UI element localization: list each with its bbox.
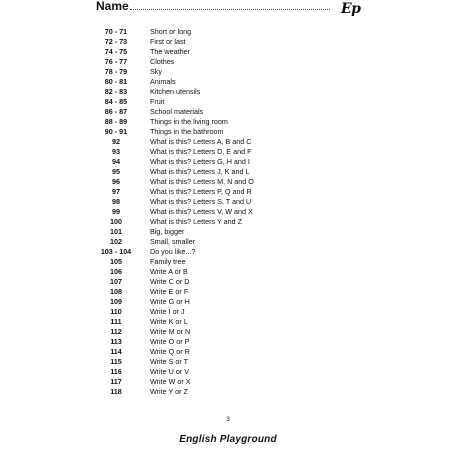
page-range: 109: [110, 297, 122, 306]
page-range: 101: [110, 227, 122, 236]
page-range: 82 - 83: [104, 87, 128, 96]
topic-title: Write U or V: [150, 367, 190, 376]
contents-row: [0, 367, 456, 377]
page-range: 88 - 89: [104, 117, 128, 126]
topic-title: What is this? Letters D, E and F: [150, 147, 252, 156]
contents-row: [0, 197, 456, 207]
topic-title: Clothes: [150, 57, 175, 66]
contents-row: [0, 307, 456, 317]
page-range: 94: [112, 157, 120, 166]
topic-title: Big, bigger: [150, 227, 185, 236]
topic-title: Write Y or Z: [150, 387, 188, 396]
contents-row: [0, 347, 456, 357]
topic-title: What is this? Letters G, H and I: [150, 157, 250, 166]
contents-row: [0, 257, 456, 267]
contents-row: [0, 287, 456, 297]
contents-row: [0, 177, 456, 187]
page-range: 92: [112, 137, 120, 146]
contents-row: [0, 327, 456, 337]
page-range: 100: [110, 217, 122, 226]
contents-row: [0, 217, 456, 227]
contents-row: [0, 237, 456, 247]
topic-title: Write E or F: [150, 287, 189, 296]
contents-row: [0, 247, 456, 257]
contents-row: [0, 117, 456, 127]
topic-title: School materials: [150, 107, 204, 116]
page-range: 110: [110, 307, 122, 316]
page-range: 103 - 104: [100, 247, 132, 256]
topic-title: Fruit: [150, 97, 165, 106]
contents-row: [0, 297, 456, 307]
name-line: [130, 9, 330, 10]
topic-title: Write W or X: [150, 377, 191, 386]
topic-title: Short or long: [150, 27, 192, 36]
contents-row: [0, 107, 456, 117]
footer-brand: English Playground: [179, 434, 277, 445]
topic-title: What is this? Letters V, W and X: [150, 207, 253, 216]
topic-title: The weather: [150, 47, 190, 56]
page-range: 72 - 73: [104, 37, 128, 46]
page-range: 102: [110, 237, 122, 246]
brand-logo: Ep: [341, 1, 361, 17]
page-range: 99: [112, 207, 120, 216]
contents-row: [0, 37, 456, 47]
page-range: 115: [110, 357, 122, 366]
page-range: 105: [110, 257, 122, 266]
page-range: 86 - 87: [104, 107, 128, 116]
contents-row: [0, 277, 456, 287]
topic-title: Small, smaller: [150, 237, 196, 246]
contents-row: [0, 337, 456, 347]
contents-row: [0, 357, 456, 367]
page-range: 97: [112, 187, 120, 196]
page-range: 116: [110, 367, 122, 376]
topic-title: What is this? Letters A, B and C: [150, 137, 252, 146]
contents-row: [0, 127, 456, 137]
topic-title: Sky: [150, 67, 162, 76]
topic-title: Write S or T: [150, 357, 189, 366]
contents-row: [0, 147, 456, 157]
contents-row: [0, 137, 456, 147]
topic-title: Write A or B: [150, 267, 188, 276]
contents-row: [0, 97, 456, 107]
topic-title: Write C or D: [150, 277, 190, 286]
contents-row: [0, 67, 456, 77]
page-range: 78 - 79: [104, 67, 128, 76]
page-header: [0, 0, 456, 24]
name-label: Name: [96, 0, 129, 13]
topic-title: Write M or N: [150, 327, 191, 336]
page-range: 98: [112, 197, 120, 206]
topic-title: What is this? Letters M, N and O: [150, 177, 254, 186]
topic-title: Write K or L: [150, 317, 188, 326]
page-range: 117: [110, 377, 122, 386]
page-range: 118: [110, 387, 122, 396]
contents-row: [0, 317, 456, 327]
page-range: 76 - 77: [104, 57, 128, 66]
topic-title: What is this? Letters P, Q and R: [150, 187, 252, 196]
contents-row: [0, 267, 456, 277]
page-range: 114: [110, 347, 122, 356]
topic-title: Write O or P: [150, 337, 190, 346]
contents-row: [0, 157, 456, 167]
page-range: 95: [112, 167, 120, 176]
page-range: 96: [112, 177, 120, 186]
topic-title: Write I or J: [150, 307, 185, 316]
contents-row: [0, 187, 456, 197]
contents-row: [0, 27, 456, 37]
contents-row: [0, 87, 456, 97]
contents-row: [0, 167, 456, 177]
topic-title: Write Q or R: [150, 347, 190, 356]
page-range: 80 - 81: [104, 77, 128, 86]
page-range: 90 - 91: [104, 127, 128, 136]
page-range: 111: [110, 317, 122, 326]
contents-row: [0, 57, 456, 67]
page-range: 112: [110, 327, 122, 336]
topic-title: What is this? Letters J, K and L: [150, 167, 250, 176]
contents-row: [0, 207, 456, 217]
topic-title: Write G or H: [150, 297, 190, 306]
page-range: 107: [110, 277, 122, 286]
page-range: 84 - 85: [104, 97, 128, 106]
page-range: 70 - 71: [104, 27, 128, 36]
contents-row: [0, 77, 456, 87]
topic-title: Animals: [150, 77, 176, 86]
topic-title: Things in the bathroom: [150, 127, 224, 136]
topic-title: Do you like...?: [150, 247, 196, 256]
contents-row: [0, 227, 456, 237]
topic-title: Family tree: [150, 257, 186, 266]
topic-title: What is this? Letters Y and Z: [150, 217, 243, 226]
contents-list: [0, 27, 456, 397]
page-range: 108: [110, 287, 122, 296]
page-range: 106: [110, 267, 122, 276]
page-range: 74 - 75: [104, 47, 128, 56]
page-range: 93: [112, 147, 120, 156]
topic-title: What is this? Letters S, T and U: [150, 197, 252, 206]
topic-title: Kitchen utensils: [150, 87, 201, 96]
page-number: 3: [226, 417, 230, 423]
page-range: 113: [110, 337, 122, 346]
contents-row: [0, 47, 456, 57]
contents-row: [0, 387, 456, 397]
contents-row: [0, 377, 456, 387]
topic-title: First or last: [150, 37, 186, 46]
topic-title: Things in the living room: [150, 117, 228, 126]
